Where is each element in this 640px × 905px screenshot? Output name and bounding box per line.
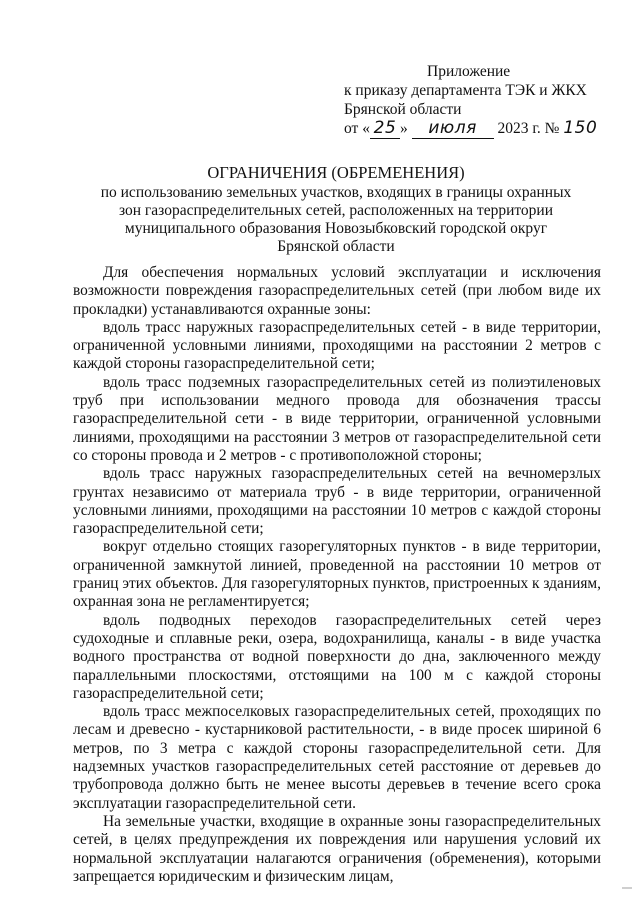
paragraph-outer-networks: вдоль трасс наружных газораспределительных сетей - в виде территории, ограниченной условными линиями, проходящими на расстоянии 2 метров с каждой стороны газораспределительной сети; [73, 318, 601, 373]
appendix-label: Приложение [427, 63, 511, 80]
order-year: 2023 г. № [497, 120, 560, 137]
subtitle-line-4: Брянской области [277, 238, 395, 255]
subtitle-line-1: по использованию земельных участков, входящих в границы охранных [100, 184, 572, 201]
order-day: 25 [373, 118, 397, 138]
scan-mark [622, 887, 632, 889]
order-date-line [344, 119, 614, 139]
order-day-field [370, 119, 400, 139]
paragraph-permafrost: вдоль трасс наружных газораспределительных сетей на вечномерзлых грунтах независимо от материала труб - в виде территории, ограниченной условными линиями, проходящими на расстоянии 10 метров с каждой стороны газораспределительной сети; [73, 465, 601, 538]
paragraph-forest-networks: вдоль трасс межпоселковых газораспределительных сетей, проходящих по лесам и древесно - кустарниковой растительности, - в виде просек шириной 6 метров, по 3 метра с каждой стороны газораспределительной сети. Для надземных участков газораспределительных сетей расстояние от деревьев до трубопровода должно быть не менее высоты деревьев в течение всего срока эксплуатации газораспределительной сети. [73, 703, 601, 812]
appendix-region: Брянской области [344, 101, 462, 118]
subtitle-line-2: зон газораспределительных сетей, расположенных на территории [118, 202, 554, 219]
date-mid: » [399, 120, 408, 137]
appendix-order-ref: к приказу департамента ТЭК и ЖКХ [344, 82, 587, 99]
paragraph-restrictions: На земельные участки, входящие в охранные зоны газораспределительных сетей, в целях предупреждения их повреждения или нарушения условий их нормальной эксплуатации налагаются ограничения (обременения), которыми запрещается юридическим и физическим лицам, [73, 812, 601, 885]
date-prefix: от « [344, 120, 370, 137]
order-month: июля [428, 118, 477, 138]
order-number: 150 [563, 118, 598, 138]
paragraph-underground-networks: вдоль трасс подземных газораспределительных сетей из полиэтиленовых труб при использовании медного провода для обозначения трассы газораспределительной сети - в виде территории, ограниченной условными линиями, проходящими на расстоянии 3 метров от газораспределительной сети со стороны провода и 2 метров - с противоположной стороны; [73, 373, 601, 464]
appendix-header [344, 62, 614, 139]
paragraph-intro: Для обеспечения нормальных условий эксплуатации и исключения возможности повреждения газораспределительных сетей (при любом виде их прокладки) устанавливаются охранные зоны: [73, 264, 601, 318]
document-title-block [70, 163, 602, 256]
paragraph-underwater-crossings: вдоль подводных переходов газораспределительных сетей через судоходные и сплавные реки, озера, водохранилища, каналы - в виде участка водного пространства от водной поверхности до дна, заключенного между параллельными плоскостями, отстоящими на 100 м с каждой стороны газораспределительной сети; [73, 611, 601, 702]
document-title: ОГРАНИЧЕНИЯ (ОБРЕМЕНЕНИЯ) [207, 163, 465, 182]
paragraph-regulator-points: вокруг отдельно стоящих газорегуляторных пунктов - в виде территории, ограниченной замкнутой линией, проведенной на расстоянии 10 метров от границ этих объектов. Для газорегуляторных пунктов, пристроенных к зданиям, охранная зона не регламентируется; [73, 538, 601, 611]
order-month-field [412, 119, 494, 139]
document-body [73, 264, 601, 886]
subtitle-line-3: муниципального образования Новозыбковский городской округ [124, 220, 548, 237]
